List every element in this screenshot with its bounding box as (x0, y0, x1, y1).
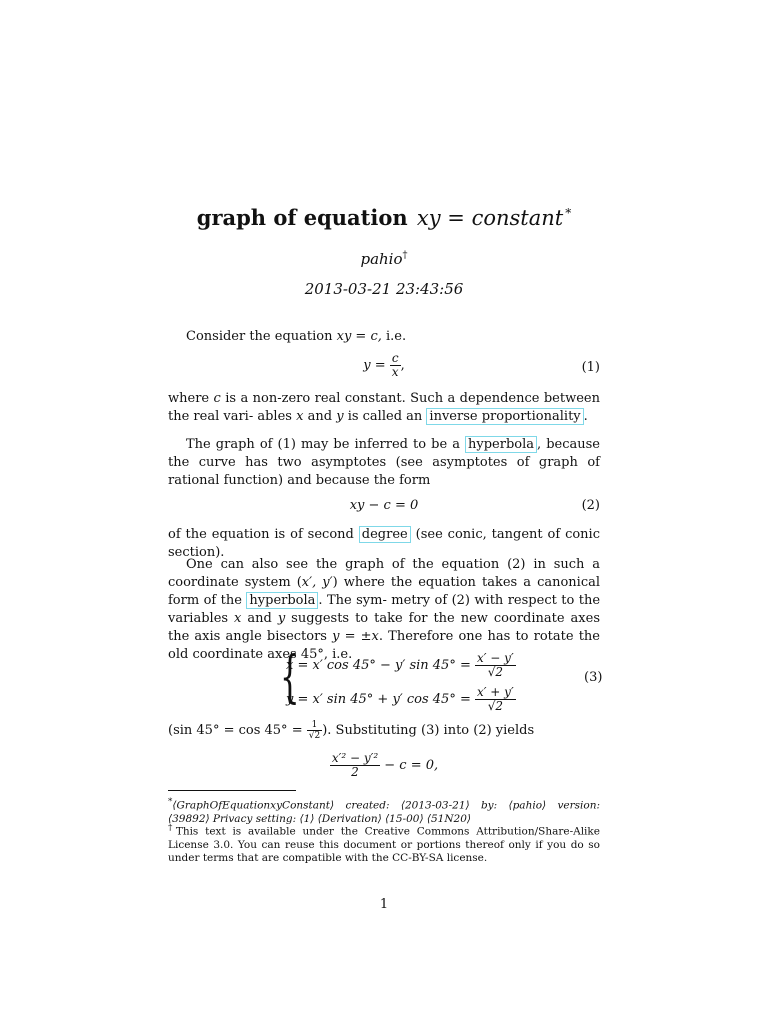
inline-math: xy = c, (336, 329, 382, 344)
author-footnote-mark: † (402, 250, 408, 261)
paragraph-6: (sin 45° = cos 45° = $\frac{1}{√2}$ ). Substituting (3) into (2) yields (168, 720, 535, 741)
system-line-1: x = x′ cos 45° − y′ sin 45° = $\frac{x' - y'}{√2}$ (286, 651, 514, 679)
paragraph-3: The graph of (1) may be inferred to be a hyperbola , because the curve has two asymptotes (see asymptotes of graph of rational function) and because the form (168, 437, 600, 488)
title-math: xy = constant (416, 206, 564, 230)
footnote-1: *⟨GraphOfEquationxyConstant⟩ created: ⟨2013-03-21⟩ by: ⟨pahio⟩ version: ⟨39892⟩ Privacy setting: ⟨1⟩ ⟨Derivation⟩ ⟨15-00⟩ ⟨51N20⟩ (168, 797, 600, 825)
paragraph-5: One can also see the graph of the equation (2) in such a coordinate system (x′, y′) where the equation takes a canonical form of the hyperbola . The sym- metry of (2) with respect to the variables x and y suggests to take for the new coordinate axes the axis angle bisectors y = ±x. Therefore one has to rotate the old coordinate axes 45°, i.e. (168, 557, 601, 662)
title-footnote-mark: * (565, 206, 572, 220)
equation-2: xy − c = 0 (2) (349, 498, 600, 513)
page-title (0, 205, 768, 230)
author (0, 250, 768, 268)
equation-3-system (272, 645, 514, 718)
system-line-2: y = x′ sin 45° + y′ cos 45° = $\frac{x' + y'}{√2}$ (286, 685, 514, 713)
equation-4: $\frac{\text{x′² − y′²}}{2}$ − c = 0, (331, 751, 439, 779)
left-brace: { (280, 645, 300, 710)
page-number: 1 (379, 897, 389, 912)
fraction: $\frac{c}{x}$ (391, 351, 399, 379)
link-degree[interactable]: degree (359, 526, 411, 543)
equation-label: (1) (581, 360, 600, 375)
paragraph-4: of the equation is of second degree (see conic, tangent of conic section). (168, 527, 600, 560)
link-inverse-proportionality[interactable]: inverse proportionality (426, 408, 583, 425)
title-text: graph of equation (196, 205, 408, 230)
equation-label: (2) (581, 498, 600, 513)
link-hyperbola[interactable]: hyperbola (465, 436, 537, 453)
document-date: 2013-03-21 23:43:56 (304, 280, 464, 298)
paragraph-1: Consider the equation xy = c, i.e. (186, 329, 407, 344)
equation-label: (3) (584, 670, 603, 685)
paragraph-2: where c is a non-zero real constant. Such a dependence between the real vari- ables x and y is called an inverse proportionality . (168, 391, 600, 424)
author-name: pahio (360, 250, 403, 268)
footnote-2: †This text is available under the Creative Commons Attribution/Share-Alike License 3.0. You can reuse this document or portions thereof only if you do so under terms that are compatible with the CC-BY-SA license. (168, 823, 600, 864)
footnote-rule (168, 790, 296, 791)
equation-1: y = $\frac{c}{x}$ , (1) (363, 351, 600, 379)
link-hyperbola-2[interactable]: hyperbola (246, 592, 318, 609)
